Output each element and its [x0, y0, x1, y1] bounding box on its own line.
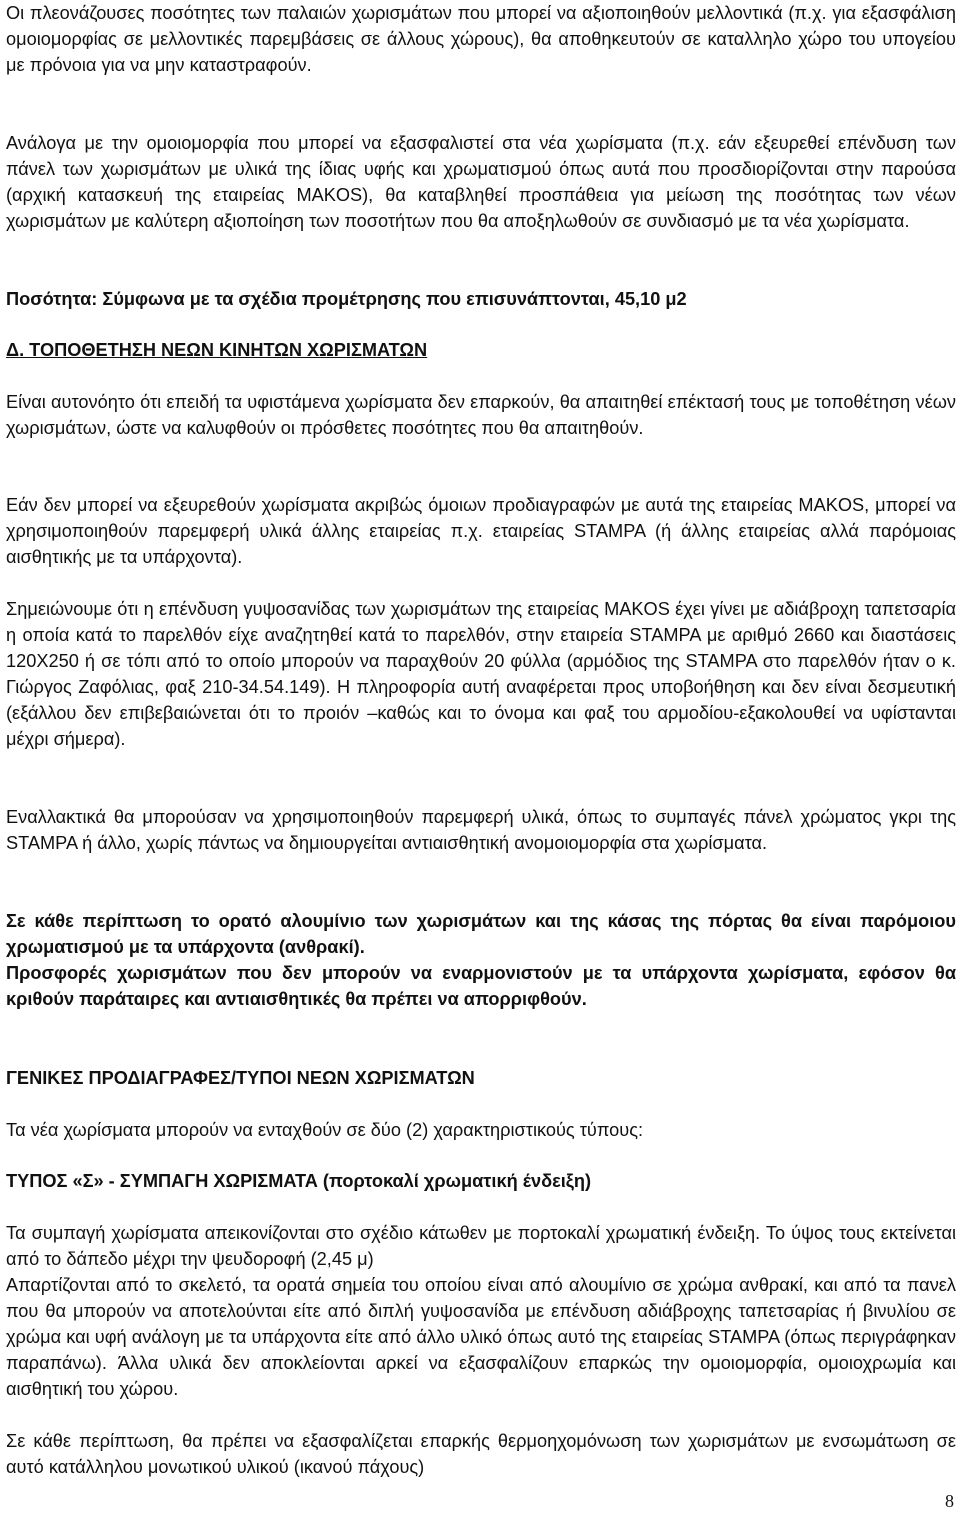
- section-heading-type-s: ΤΥΠΟΣ «Σ» - ΣΥΜΠΑΓΗ ΧΩΡΙΣΜΑΤΑ (πορτοκαλί χρωματική ένδειξη): [6, 1171, 592, 1191]
- section-heading-general: ΓΕΝΙΚΕΣ ΠΡΟΔΙΑΓΡΑΦΕΣ/ΤΥΠΟΙ ΝΕΩΝ ΧΩΡΙΣΜΑΤΩΝ: [6, 1068, 475, 1088]
- paragraph-types-intro: Τα νέα χωρίσματα μπορούν να ενταχθούν σε δύο (2) χαρακτηριστικούς τύπους:: [6, 1120, 644, 1140]
- bold-note-aluminium: Σε κάθε περίπτωση το ορατό αλουμίνιο των χωρισμάτων και της κάσας της πόρτας θα είναι παρόμοιου χρωματισμού με τα υπάρχοντα (ανθρακί).: [6, 911, 956, 957]
- paragraph-uniformity: Ανάλογα με την ομοιομορφία που μπορεί να εξασφαλιστεί στα νέα χωρίσματα (π.χ. εάν εξευρεθεί επένδυση των πάνελ των χωρισμάτων με υλικά της ίδιας υφής και χρωματισμού όπως αυτά που προσδιορίζονται στην παρούσα (αρχική κατασκευή της εταιρείας MAKOS), θα καταβληθεί προσπάθεια για μείωση της ποσότητας των νέων χωρισμάτων με καλύτερη αξιοποίηση των ποσοτήτων που θα αποξηλωθούν σε συνδιασμό με τα νέα χωρίσματα.: [6, 133, 956, 231]
- bold-note-offers: Προσφορές χωρισμάτων που δεν μπορούν να εναρμονιστούν με τα υπάρχοντα χωρίσματα, εφόσον θα κριθούν παράταιρες και αντιαισθητικές θα πρέπει να απορριφθούν.: [6, 963, 956, 1009]
- paragraph-insulation: Σε κάθε περίπτωση, θα πρέπει να εξασφαλίζεται επαρκής θερμοηχομόνωση των χωρισμάτων με ενσωμάτωση σε αυτό κατάλληλου μονωτικού υλικού (ικανού πάχους): [6, 1431, 956, 1477]
- paragraph-solid-partitions: Τα συμπαγή χωρίσματα απεικονίζονται στο σχέδιο κάτωθεν με πορτοκαλί χρωματική ένδειξη. Το ύψος τους εκτείνεται από το δάπεδο μέχρι την ψευδοροφή (2,45 μ): [6, 1223, 956, 1269]
- quantity-line: Ποσότητα: Σύμφωνα με τα σχέδια προμέτρησης που επισυνάπτονται, 45,10 μ2: [6, 289, 687, 309]
- paragraph-wallpaper-note: Σημειώνουμε ότι η επένδυση γυψοσανίδας των χωρισμάτων της εταιρείας MAKOS έχει γίνει με αδιάβροχη ταπετσαρία η οποία κατά το παρελθόν είχε αναζητηθεί κατά το παρελθόν, στην εταιρεία STAMPA με αριθμό 2660 και διαστάσεις 120Χ250 ή σε τόπι από το οποίο μπορούν να παραχθούν 20 φύλλα (αρμόδιος της STAMPA στο παρελθόν ήταν ο κ. Γιώργος Ζαφόλιας, φαξ 210-34.54.149). Η πληροφορία αυτή αναφέρεται προς υποβοήθηση και δεν είναι δεσμευτική (εξάλλου δεν επιβεβαιώνεται ότι το προιόν –καθώς και το όνομα και φαξ του αρμοδίου-εξακολουθεί να υφίστανται μέχρι σήμερα).: [6, 599, 956, 749]
- paragraph-extension: Είναι αυτονόητο ότι επειδή τα υφιστάμενα χωρίσματα δεν επαρκούν, θα απαιτηθεί επέκτασή τους με τοποθέτηση νέων χωρισμάτων, ώστε να καλυφθούν οι πρόσθετες ποσότητες που θα απαιτηθούν.: [6, 392, 956, 438]
- section-heading-d: Δ. ΤΟΠΟΘΕΤΗΣΗ ΝΕΩΝ ΚΙΝΗΤΩΝ ΧΩΡΙΣΜΑΤΩΝ: [6, 340, 428, 360]
- paragraph-alternative-company: Εάν δεν μπορεί να εξευρεθούν χωρίσματα ακριβώς όμοιων προδιαγραφών με αυτά της εταιρείας MAKOS, μπορεί να χρησιμοποιηθούν παρεμφερή υλικά άλλης εταιρείας π.χ. εταιρείας STAMPA (ή άλλης εταιρείας αλλά παρόμοιας αισθητικής με τα υπάρχοντα).: [6, 495, 956, 567]
- paragraph-composition: Απαρτίζονται από το σκελετό, τα ορατά σημεία του οποίου είναι από αλουμίνιο σε χρώμα ανθρακί, και από τα πανελ που θα μπορούν να αποτελούνται είτε από διπλή γυψοσανίδα με επένδυση αδιάβροχης ταπετσαρίας ή βινυλίου σε χρώμα και υφή ανάλογη με τα υπάρχοντα είτε από άλλο υλικό όπως αυτό της εταιρείας STAMPA (όπως περιγράφηκαν παραπάνω). Άλλα υλικά δεν αποκλείονται αρκεί να εξασφαλίζουν επαρκώς την ομοιομορφία, ομοιοχρωμία και αισθητική του χώρου.: [6, 1275, 956, 1399]
- page-number: 8: [945, 1491, 954, 1511]
- paragraph-alternatives: Εναλλακτικά θα μπορούσαν να χρησιμοποιηθούν παρεμφερή υλικά, όπως το συμπαγές πάνελ χρώματος γκρι της STAMPA ή άλλο, χωρίς πάντως να δημιουργείται αντιαισθητική ανομοιομορφία στα χωρίσματα.: [6, 807, 956, 853]
- paragraph-leftover-partitions: Οι πλεονάζουσες ποσότητες των παλαιών χωρισμάτων που μπορεί να αξιοποιηθούν μελλοντικά (π.χ. για εξασφάλιση ομοιομορφίας σε μελλοντικές παρεμβάσεις σε άλλους χώρους), θα αποθηκευτούν σε καταλληλο χώρο του υπογείου με πρόνοια για να μην καταστραφούν.: [6, 3, 956, 75]
